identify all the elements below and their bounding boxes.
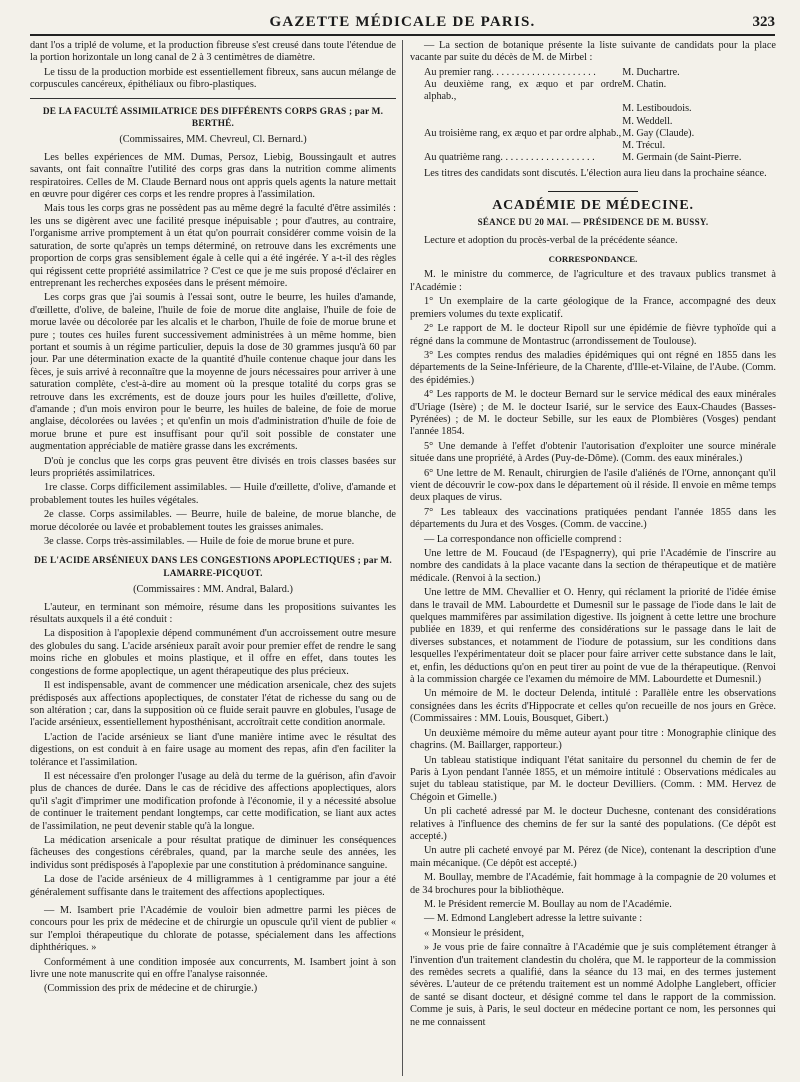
rank-cell: Au premier rang. . . . . . . . . . . . . . . . . . . . .	[424, 66, 596, 78]
section-divider	[30, 98, 396, 99]
class-item: 3e classe. Corps très-assimilables. — Huile de foie de morue brune et pure.	[44, 536, 355, 548]
academie-paragraph: M. le Président remercie M. Boullay au nom de l'Académie.	[424, 898, 672, 910]
candidate-row	[410, 67, 776, 79]
article-heading-berthe: DE LA FACULTÉ ASSIMILATRICE DES DIFFÉRENTS CORPS GRAS ; par M. BERTHÉ.	[42, 106, 384, 130]
botanique-intro: — La section de botanique présente la liste suivante de candidats pour la place vacante par suite du décès de M. de Mirbel :	[410, 40, 776, 64]
intro-paragraph: Le tissu de la production morbide est essentiellement fibreux, sans aucun mélange de corpuscules cancéreux, épithéliaux ou fibro-plastiques.	[30, 66, 396, 91]
article-paragraph: D'où je conclus que les corps gras peuvent être divisés en trois classes basées sur leurs propriétés assimilatrices.	[30, 455, 396, 479]
academie-paragraph: » Je vous prie de faire connaître à l'Académie que je suis complétement étranger à l'invention d'un traitement clandestin du choléra, que M. le rapporteur de la commission des remèdes secrets a qualifié, dans la séance du 13 mai, en des termes justement sévères. L'auteur de ce prétendu traitement est un nommé Adolphe Langlebert, officier de santé se disant docteur, et désigné comme tel dans le rapport de la commission. Comme je suis, à Paris, le seul docteur en médecine portant ce nom, les personnes qui ne me connaissent	[410, 942, 776, 1028]
article-paragraph: Les corps gras que j'ai soumis à l'essai sont, outre le beurre, les huiles d'amande, d'œillette, d'olive, de baleine, l'huile de foie de morue dite anglaise, l'huile de foie de morue lavée ou décolorée par les alcalis et le charbon, l'huile de foie de morue brune et pure ; toutes ces huiles furent successivement administrées à un même homme, bien portant et soumis à un régime particulier, depuis la dose de 30 grammes jusqu'à 60 par jour. Par une détermination exacte de la quantité d'huile contenue chaque jour dans les fèces, je suis arrivé à reconnaître que la moyenne de jours nécessaires pour arriver à une saturation complète, c'est-à-dire au moment où la presque totalité du corps gras se retrouve dans les excréments, est de douze jours pour les huiles d'œillette, d'olive, d'amande ; d'un mois environ pour le beurre, les huiles de baleine, de foie de morue anglaise, décolorées ou lavées ; et qu'enfin un mois d'administration d'huile de foie de morue brune et pure est insuffisant pour qu'il soit possible de constater une augmentation appréciable de matière grasse dans les excréments.	[30, 292, 396, 453]
seance-line: SÉANCE DU 20 MAI. — PRÉSIDENCE DE M. BUSSY.	[477, 217, 709, 228]
academie-paragraph: 2° Le rapport de M. le docteur Ripoll sur une épidémie de fièvre typhoïde qui a régné dans la commune de Montastruc (arrondissement de Toulouse).	[410, 323, 776, 347]
botanique-outro: Les titres des candidats sont discutés. L'élection aura lieu dans la prochaine séance.	[424, 168, 767, 180]
commissaires-line: (Commissaires : MM. Andral, Balard.)	[133, 584, 293, 596]
academie-paragraph: « Monsieur le président,	[424, 927, 525, 939]
article-paragraph: Il est indispensable, avant de commencer une médication arsenicale, chez des sujets prédisposés aux affections apoplectiques, de constater l'état de richesse du sang ou de son altération ; car, dans la supposition où ce fluide serait pauvre en globules, l'usage de l'acide arsénieux, essentiellement hyposthénisant, accroîtrait cette condition anormale.	[30, 680, 396, 729]
academie-paragraph: 6° Une lettre de M. Renault, chirurgien de l'asile d'aliénés de l'Orne, annonçant qu'il vient de découvrir le cow-pox dans le département où il réside. Il envoie en même temps deux plaques de virus.	[410, 467, 776, 504]
candidate-row	[410, 128, 776, 140]
journal-title: GAZETTE MÉDICALE DE PARIS.	[269, 14, 536, 30]
article-paragraph: Mais tous les corps gras ne possèdent pas au même degré la faculté d'être assimilés : les uns se digèrent avec une facilité presque inépuisable ; pour d'autres, au contraire, l'organisme arrive promptement à un état qu'on pourrait considérer comme voisin de la saturation, de sorte qu'après un temps déterminé, on retrouve dans les excréments une proportion de corps gras sensiblement égale à celle qui a été ingérée. Y a-t-il des règles qui régissent cette propriété assimilatrice ? C'est ce que je me suis proposé d'éclairer en entreprenant les recherches exposées dans le présent mémoire.	[30, 203, 396, 289]
candidate-name: M. Germain (de Saint-Pierre.	[622, 152, 742, 164]
candidate-row	[410, 140, 776, 152]
candidate-row	[410, 79, 776, 103]
candidate-name: M. Duchartre.	[622, 66, 680, 78]
academie-paragraph: 1° Un exemplaire de la carte géologique de la France, accompagné des deux premiers volumes du texte explicatif.	[410, 296, 776, 320]
running-header	[30, 14, 775, 36]
candidate-row	[410, 116, 776, 128]
correspondance-heading: CORRESPONDANCE.	[548, 254, 638, 265]
isambert-paragraph: Conformément à une condition imposée aux concurrents, M. Isambert joint à son livre une note manuscrite qui en offre l'analyse raisonnée.	[30, 956, 396, 981]
rank-cell: Au troisième rang, ex æquo et par ordre alphab.,	[424, 127, 622, 139]
candidate-row	[410, 103, 776, 115]
academie-paragraph: 4° Les rapports de M. le docteur Bernard sur le service médical des eaux minérales d'Uriage (Isère) ; de M. le docteur Isarié, sur le service des Eaux-Chaudes (Basses-Pyrénées) ; de M. le docteur Sebille, sur les eaux de Plombières (Vosges) pendant l'année 1854.	[410, 389, 776, 438]
rank-cell: Au deuxième rang, ex æquo et par ordre alphab.,	[424, 79, 623, 103]
article-paragraph: La médication arsenicale a pour résultat pratique de diminuer les conséquences fâcheuses des congestions cérébrales, quand, par la marche seule des années, les individus sont prédisposés à l'apoplexie par une constitution à prédominance sanguine.	[30, 834, 396, 871]
candidates-table	[410, 67, 776, 165]
article-paragraph: L'auteur, en terminant son mémoire, résume dans les propositions suivantes les résultats auxquels il a été conduit :	[30, 601, 396, 626]
short-divider	[548, 191, 638, 192]
candidate-row	[410, 152, 776, 164]
lecture-line: Lecture et adoption du procès-verbal de la précédente séance.	[424, 234, 678, 246]
intro-paragraph: dant l'os a triplé de volume, et la production fibreuse s'est creusé dans toute l'étendue de la portion horizontale un long canal de 2 à 3 centimètres de diamètre.	[30, 40, 396, 64]
academie-paragraph: — La correspondance non officielle comprend :	[424, 533, 622, 545]
academie-paragraph: 5° Une demande à l'effet d'obtenir l'autorisation d'exploiter une source minérale située dans une propriété, à Ardes (Puy-de-Dôme). (Comm. des eaux minérales.)	[410, 440, 776, 465]
rank-cell: Au quatrième rang. . . . . . . . . . . . . . . . . . .	[424, 152, 595, 164]
isambert-paragraph: — M. Isambert prie l'Académie de vouloir bien admettre parmi les pièces de concours pour les prix de médecine et de chirurgie un opuscule qu'il vient de publier « sur l'emploi thérapeutique du chlorate de potasse, spécialement dans les affections diphthériques. »	[30, 905, 396, 954]
page-number: 323	[752, 14, 775, 30]
class-item: 1re classe. Corps difficilement assimilables. — Huile d'œillette, d'olive, d'amande et probablement toutes les huiles végétales.	[30, 482, 396, 506]
academie-paragraph: 7° Les tableaux des vaccinations pratiquées pendant l'année 1855 dans les départements du Jura et des Vosges. (Comm. de vaccine.)	[410, 506, 776, 531]
article-paragraph: La disposition à l'apoplexie dépend communément d'un accroissement outre mesure des globules du sang. L'acide arsénieux paraît avoir pour premier effet de rendre le sang moins riche en globules et moins plastique, et il offre en effet, dans toutes les congestions de forme apoplectique, un agent thérapeutique des plus précieux.	[30, 628, 396, 677]
academie-paragraph: Un deuxième mémoire du même auteur ayant pour titre : Monographie clinique des chagrins. (M. Baillarger, rapporteur.)	[410, 727, 776, 752]
commissaires-line: (Commissaires, MM. Chevreul, Cl. Bernard.)	[119, 134, 307, 146]
academie-paragraph: M. Boullay, membre de l'Académie, fait hommage à la compagnie de 20 volumes et de 34 brochures pour la bibliothèque.	[410, 872, 776, 896]
article-paragraph: Il est nécessaire d'en prolonger l'usage au delà du terme de la guérison, afin d'avoir plus de chances de durée. Dans le cas de récidive des affections apoplectiques, alors qu'il s'agit d'imprimer une modification profonde à l'économie, il y a nécessité absolue de continuer le traitement pendant longtemps, car cette modification, se liant aux actes de l'assimilation, ne peut devenir stable qu'à la longue.	[30, 770, 396, 832]
article-heading-arsenic: DE L'ACIDE ARSÉNIEUX DANS LES CONGESTIONS APOPLECTIQUES ; par M. LAMARRE-PICQUOT.	[34, 556, 392, 579]
candidate-name: M. Chatin.	[622, 79, 667, 91]
academie-paragraph: Un autre pli cacheté envoyé par M. Pérez (de Nice), contenant la description d'une main mécanique. (Ce dépôt est accepté.)	[410, 845, 776, 869]
candidate-name: M. Gay (Claude).	[622, 127, 695, 139]
academie-paragraph: Une lettre de M. Foucaud (de l'Espagnerry), qui prie l'Académie de l'inscrire au nombre des candidats à la place vacante dans la section de thérapeutique et de matière médicale. (Renvoi à la section.)	[410, 548, 776, 584]
rank-cell	[410, 116, 622, 128]
right-column	[410, 40, 776, 1076]
academie-paragraph: Un mémoire de M. le docteur Delenda, intitulé : Parallèle entre les observations consignées dans les écrits d'Hippocrate et celles qu'on recueille de nos jours en Grèce. (Commissaires : MM. Louis, Bousquet, Gibert.)	[410, 688, 776, 725]
article-paragraph: Les belles expériences de MM. Dumas, Persoz, Liebig, Boussingault et autres savants, ont fait connaître l'utilité des corps gras dans la nutrition comme aliments respiratoires. Celles de M. Claude Bernard nous ont appris quels agents la nature mettait en œuvre pour digérer ces corps et les rendre propres à l'assimilation.	[30, 151, 396, 201]
isambert-paragraph: (Commission des prix de médecine et de chirurgie.)	[44, 983, 258, 995]
academie-paragraph: M. le ministre du commerce, de l'agriculture et des travaux publics transmet à l'Académie :	[410, 269, 776, 293]
column-divider	[402, 40, 403, 1076]
left-column	[30, 40, 396, 1076]
class-item: 2e classe. Corps assimilables. — Beurre, huile de baleine, de morue blanche, de morue décolorée ou lavée et probablement toutes les graisses animales.	[30, 509, 396, 533]
academie-paragraph: Un tableau statistique indiquant l'état sanitaire du personnel du chemin de fer de Paris à Lyon pendant l'année 1855, et un mémoire intitulé : Observations médicales au sujet du tableau statistique, par M. le docteur Devilliers. (Comm. : MM. Hervez de Chégoin et Gimelle.)	[410, 754, 776, 803]
candidate-name: M. Trécul.	[622, 140, 666, 152]
academie-paragraph: Une lettre de MM. Chevallier et O. Henry, qui réclament la priorité de l'idée émise dans le travail de MM. Labourdette et Dumesnil sur le passage de l'iode dans le lait de quelques mammifères par assimilation digestive. Ils joignent à cette lettre une brochure publiée en 1839, et qui renferme des considérations sur le passage dans le lait de diverses substances, et notamment de l'iodure de potassium, sur les conditions dans lesquelles l'expérimentateur doit se placer pour faire arriver cette substance dans le lait, et, enfin, les déductions qu'on en peut tirer au point de vue de la thérapeutique. (Renvoi à la commission chargée ce l'examen du mémoire de MM. Labourdette et Dumesnil.)	[410, 587, 776, 686]
academie-paragraph: 3° Les comptes rendus des maladies épidémiques qui ont régné en 1855 dans les départements de la Seine-Inférieure, de la Charente, d'Ille-et-Vilaine, de l'Aube. (Comm. des épidémies.)	[410, 349, 776, 386]
rank-cell	[410, 140, 622, 152]
candidate-name: M. Lestiboudois.	[622, 103, 692, 115]
academie-paragraph: — M. Edmond Langlebert adresse la lettre suivante :	[424, 913, 643, 925]
article-paragraph: L'action de l'acide arsénieux se liant d'une manière intime avec le résultat des digestions, on est conduit à en faire usage au moment des repas, afin d'en faciliter la tolérance et l'assimilation.	[30, 731, 396, 768]
academie-paragraph: Un pli cacheté adressé par M. le docteur Duchesne, contenant des considérations relatives à l'influence des chemins de fer sur la santé des populations. (Ce dépôt est accepté.)	[410, 806, 776, 842]
article-paragraph: La dose de l'acide arsénieux de 4 milligrammes à 1 centigramme par jour a été généralement suffisante dans le traitement des affections apoplectiques.	[30, 874, 396, 898]
academy-title: ACADÉMIE DE MÉDECINE.	[492, 197, 694, 213]
rank-cell	[410, 103, 622, 115]
candidate-name: M. Weddell.	[622, 115, 673, 127]
